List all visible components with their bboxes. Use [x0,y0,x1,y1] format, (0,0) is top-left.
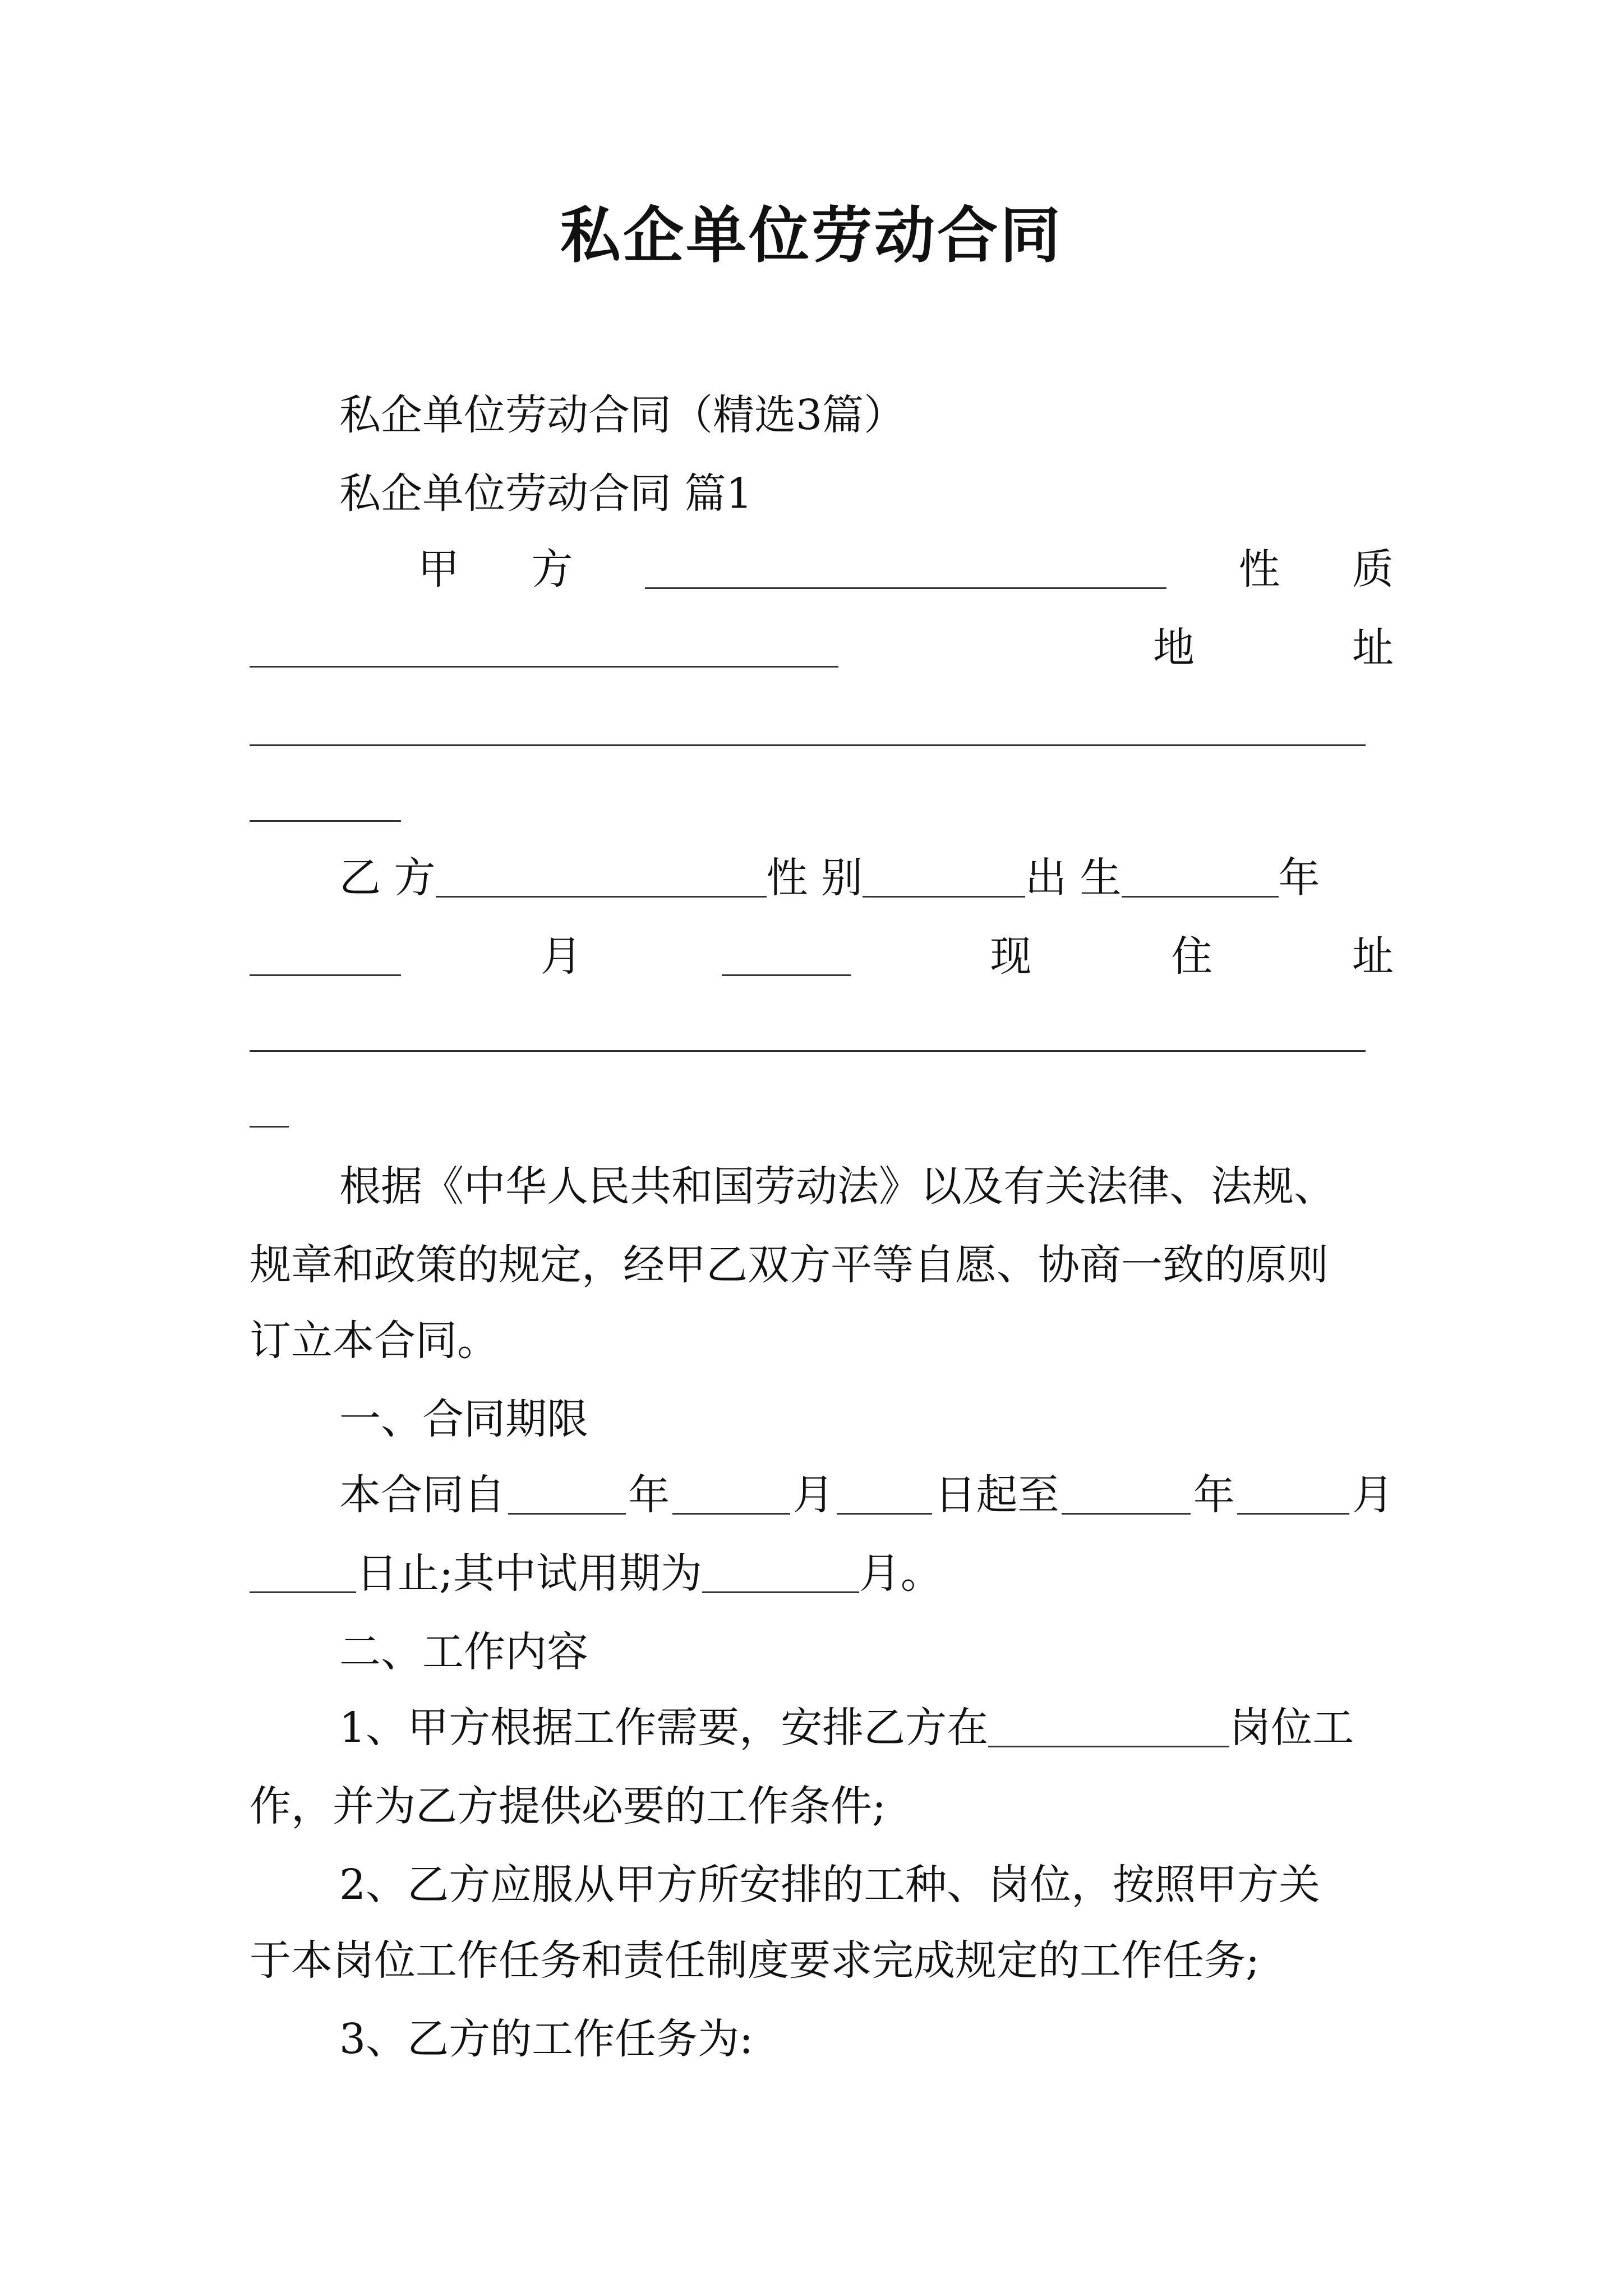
term-end-day-blank[interactable] [250,1554,356,1593]
party-b-xian: 现 [990,932,1032,981]
probation-months-blank[interactable] [702,1554,859,1593]
term-start-year: 年 [628,1471,670,1519]
party-b-zhi: 址 [1352,932,1394,981]
party-b-birth-month-blank[interactable] [250,937,401,976]
term-end-year: 年 [1193,1471,1235,1519]
preamble-line-1: 根据《中华人民共和国劳动法》以及有关法律、法规、 [339,1162,1335,1211]
probation-unit: 月。 [859,1549,942,1598]
party-b-gender: 性 别 [766,854,863,902]
party-a-row [250,530,1394,609]
term-start-label: 本合同自 [339,1471,505,1519]
section1-term-row [250,1456,1394,1534]
term-end-month-blank[interactable] [1237,1475,1349,1515]
party-a-fang: 方 [531,545,573,593]
term-start-day-blank[interactable] [837,1475,932,1515]
preamble-line-2: 规章和政策的规定，经甲乙双方平等自愿、协商一致的原则 [250,1241,1329,1289]
party-b-address-blank[interactable] [250,1013,1366,1052]
party-a-zhi: 质 [1352,545,1394,593]
part-heading: 私企单位劳动合同 篇1 [339,470,753,518]
party-a-di: 地 [1153,624,1195,672]
party-b-gender-blank[interactable] [863,858,1025,898]
section2-item2-row: 2、乙方应服从甲方所安排的工种、岗位，按照甲方关 [339,1861,1321,1909]
party-b-row [250,839,1394,917]
party-b-address-blank-2[interactable] [250,1088,289,1128]
party-a-name-blank[interactable] [645,550,1166,589]
party-b-birth-year-blank[interactable] [1122,858,1279,898]
party-b-year: 年 [1278,854,1320,902]
section2-item1-cont: 作，并为乙方提供必要的工作条件; [250,1782,886,1830]
subtitle: 私企单位劳动合同（精选3篇） [339,391,906,439]
preamble-line-3: 订立本合同。 [250,1317,499,1365]
section1-probation-row [250,1534,1394,1613]
position-blank[interactable] [988,1708,1229,1747]
term-end-month: 月 [1352,1471,1394,1519]
item1-text-b: 岗位工 [1229,1704,1354,1752]
party-b-extra-blank[interactable] [722,937,851,976]
party-b-name-blank[interactable] [436,858,767,898]
party-b-birth: 出 生 [1025,854,1122,902]
section2-item2-cont: 于本岗位工作任务和责任制度要求完成规定的工作任务; [250,1936,1260,1985]
term-end-label: 日起至 [934,1471,1059,1519]
party-a-xing: 性 [1238,545,1280,593]
document-title: 私企单位劳动合同 [560,200,1063,271]
party-a-address-line-2 [250,769,1394,847]
party-b-address-line [250,999,1394,1077]
party-b-month: 月 [540,932,582,981]
section2-item1-row [250,1688,1394,1767]
party-b-label: 乙 方 [339,854,436,902]
party-b-zhu: 住 [1171,932,1213,981]
party-a-nature-blank[interactable] [250,628,838,668]
section1-heading: 一、合同期限 [339,1395,588,1443]
term-end-year-blank[interactable] [1062,1475,1191,1515]
party-b-address-line-2 [250,1074,1394,1153]
party-a-address-line [250,693,1394,771]
section2-item3-row: 3、乙方的工作任务为: [339,2015,754,2063]
party-a-address-row [250,609,1394,687]
party-b-address-row [250,917,1394,996]
probation-label: 日止;其中试用期为 [356,1549,702,1598]
party-a-address-blank[interactable] [250,707,1366,746]
party-a-jia: 甲 [418,545,459,593]
party-a-address-blank-2[interactable] [250,783,401,822]
section2-heading: 二、工作内容 [339,1628,588,1676]
party-a-zhi2: 址 [1352,624,1394,672]
term-start-year-blank[interactable] [508,1475,626,1515]
term-start-month: 月 [792,1471,834,1519]
term-start-month-blank[interactable] [672,1475,790,1515]
item1-text-a: 1、甲方根据工作需要，安排乙方在 [339,1704,989,1752]
